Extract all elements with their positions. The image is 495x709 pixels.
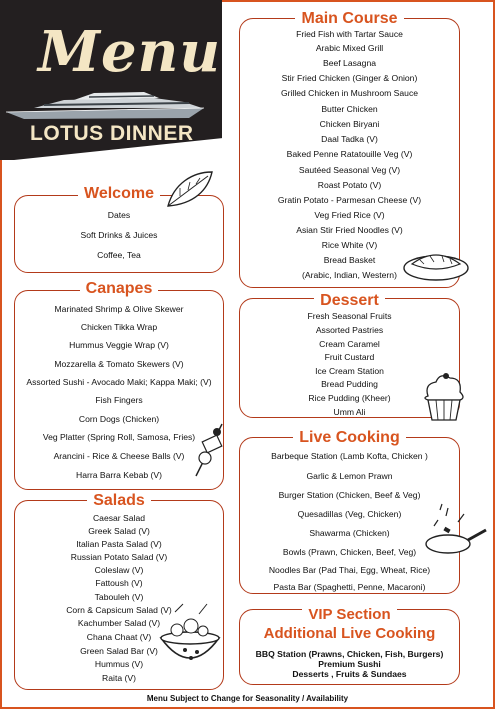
list-item: Veg Fried Rice (V) (314, 210, 385, 220)
list-item: Chicken Biryani (319, 119, 380, 129)
list-item: Green Salad Bar (V) (80, 646, 158, 656)
list-item: BBQ Station (Prawns, Chicken, Fish, Burgers) (255, 649, 444, 659)
list-item: Roast Potato (V) (317, 180, 382, 190)
list-item: Bread Basket (323, 255, 376, 265)
list-item: Beef Lasagna (322, 58, 377, 68)
list-item: Ice Cream Station (315, 366, 384, 376)
section-title: Main Course (240, 11, 459, 27)
section-title: Live Cooking (240, 430, 459, 446)
list-item: Corn Dogs (Chicken) (78, 414, 160, 424)
list-item: Coffee, Tea (97, 250, 141, 260)
list-item: Kachumber Salad (V) (77, 618, 161, 628)
list-item: Italian Pasta Salad (V) (76, 539, 162, 549)
list-item: Fruit Custard (324, 352, 375, 362)
list-item: Fattoush (V) (95, 578, 143, 588)
list-item: Fresh Seasonal Fruits (307, 311, 392, 321)
list-item: Barbeque Station (Lamb Kofta, Chicken ) (271, 451, 428, 461)
list-item: Greek Salad (V) (88, 526, 150, 536)
leaf-icon (164, 168, 216, 210)
list-item: Gratin Potato - Parmesan Cheese (V) (277, 195, 422, 205)
list-item: Hummus Veggie Wrap (V) (69, 340, 169, 350)
skewer-icon (190, 420, 230, 480)
list-item: Garlic & Lemon Prawn (306, 471, 393, 481)
list-item: Baked Penne Ratatouille Veg (V) (286, 149, 413, 159)
list-item: Desserts , Fruits & Sundaes (292, 669, 407, 679)
list-item: Fried Fish with Tartar Sauce (296, 29, 403, 39)
list-item: Soft Drinks & Juices (80, 230, 158, 240)
list-item: Arancini - Rice & Cheese Balls (V) (53, 451, 185, 461)
salad-bowl-icon (155, 600, 225, 680)
list-item: Umm Ali (333, 407, 366, 417)
list-item: Dates (107, 210, 131, 220)
list-item: Coleslaw (V) (94, 565, 144, 575)
list-item: Daal Tadka (V) (321, 134, 378, 144)
frying-pan-icon (420, 500, 488, 560)
list-item: Corn & Capsicum Salad (V) (66, 605, 172, 615)
list-item: Chana Chaat (V) (86, 632, 152, 642)
header-banner (0, 0, 222, 160)
section-title: Salads (15, 493, 223, 509)
list-item: Veg Platter (Spring Roll, Samosa, Fries) (42, 432, 196, 442)
list-item: Burger Station (Chicken, Beef & Veg) (278, 490, 421, 500)
list-item: Asian Stir Fried Noodles (V) (296, 225, 403, 235)
list-item: Noodles Bar (Pad Thai, Egg, Wheat, Rice) (268, 565, 431, 575)
list-item: Stir Fried Chicken (Ginger & Onion) (281, 73, 418, 83)
list-item: Rice Pudding (Kheer) (308, 393, 391, 403)
list-item: Raita (V) (102, 673, 136, 683)
list-item: Russian Potato Salad (V) (70, 552, 168, 562)
menu-title (38, 19, 222, 85)
list-item: Arabic Mixed Grill (315, 43, 384, 53)
list-item: Caesar Salad (92, 513, 146, 523)
vip-section (239, 606, 460, 685)
list-item: Tabouleh (V) (94, 592, 144, 602)
list-item: Bread Pudding (321, 379, 378, 389)
section-title: Canapes (15, 281, 223, 297)
list-item: Shawarma (Chicken) (309, 528, 390, 538)
list-item: Assorted Pastries (315, 325, 384, 335)
section-subtitle: Additional Live Cooking (240, 626, 459, 641)
list-item: Cream Caramel (319, 339, 380, 349)
menu-title-text: Menu (38, 19, 222, 85)
list-item: Marinated Shrimp & Olive Skewer (54, 304, 184, 314)
list-item: Assorted Sushi - Avocado Maki; Kappa Maki; (V) (26, 377, 212, 387)
list-item: Grilled Chicken in Mushroom Sauce (280, 88, 419, 98)
section-title: Dessert (240, 293, 459, 309)
menu-subtitle: LOTUS DINNER (30, 122, 194, 145)
list-item: Hummus (V) (94, 659, 144, 669)
list-item: (Arabic, Indian, Western) (302, 270, 397, 280)
footer-note: Menu Subject to Change for Seasonality / Availability (146, 694, 349, 703)
list-item: Harra Barra Kebab (V) (76, 470, 162, 480)
list-item: Mozzarella & Tomato Skewers (V) (54, 359, 184, 369)
list-item: Chicken Tikka Wrap (80, 322, 158, 332)
list-item: Pasta Bar (Spaghetti, Penne, Macaroni) (273, 582, 426, 592)
list-item: Premium Sushi (318, 659, 381, 669)
list-item: Sautéed Seasonal Veg (V) (298, 165, 401, 175)
list-item: Quesadillas (Veg, Chicken) (297, 509, 402, 519)
list-item: Fish Fingers (95, 395, 143, 405)
cupcake-icon (420, 370, 468, 422)
bread-basket-icon (400, 244, 472, 284)
section-title: VIP Section (240, 607, 459, 622)
section-title: Welcome (15, 186, 223, 202)
list-item: Rice White (V) (321, 240, 378, 250)
yacht-icon (4, 88, 219, 122)
list-item: Bowls (Prawn, Chicken, Beef, Veg) (282, 547, 417, 557)
list-item: Butter Chicken (321, 104, 378, 114)
